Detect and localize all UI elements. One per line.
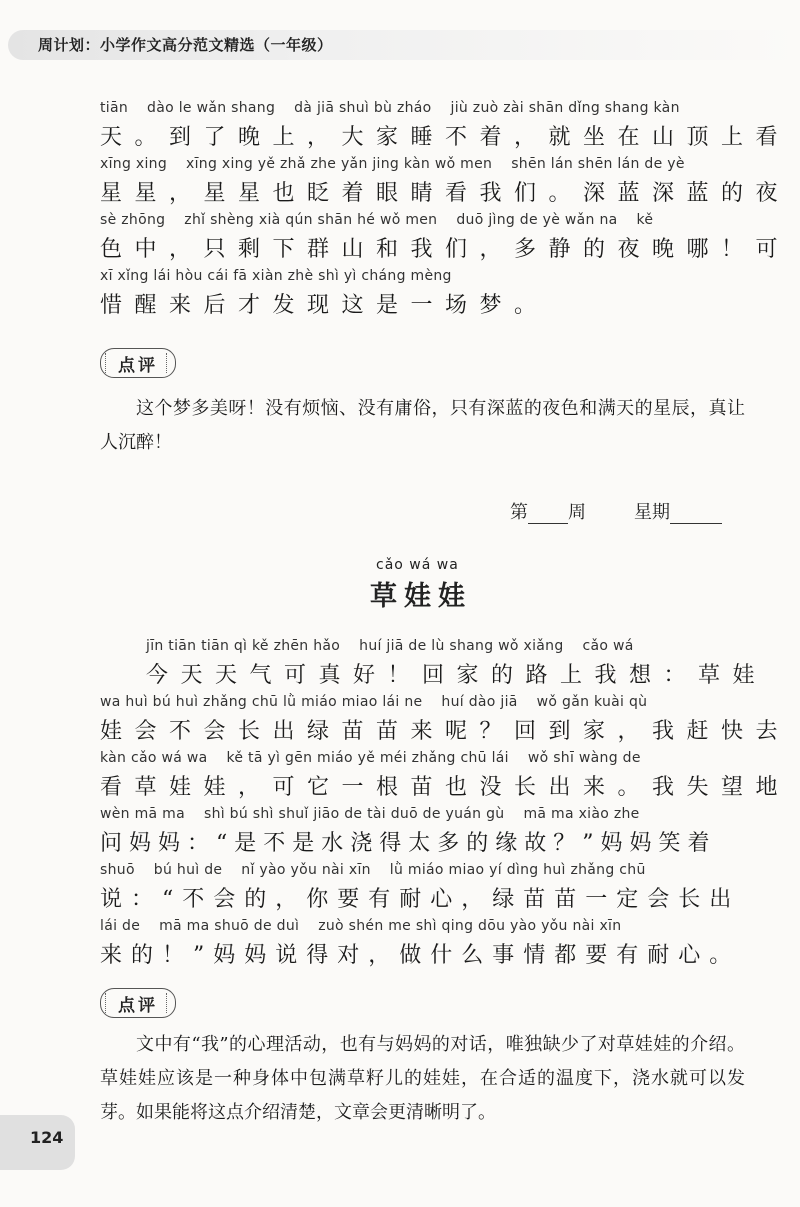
hanzi-line: 来的！”妈妈说得对，做什么事情都要有耐心。 [100, 943, 741, 968]
text-line [100, 100, 791, 156]
week-prefix: 第 [510, 502, 528, 523]
pinyin-line: lái de mā ma shuō de duì zuò shén me shì qing dōu yào yǒu nài xīn [100, 918, 622, 934]
week-blank [528, 503, 568, 524]
hanzi-line: 今天天气可真好！回家的路上我想：草娃 [146, 663, 768, 688]
hanzi-line: 天。到了晚上，大家睡不着，就坐在山顶上看 [100, 125, 791, 150]
pinyin-line: wèn mā ma shì bú shì shuǐ jiāo de tài duō de yuán gù mā ma xiào zhe [100, 806, 640, 822]
story-title: 草娃娃 [370, 581, 472, 612]
weekday-label: 星期 [634, 502, 670, 523]
comment-badge: 点评 [100, 348, 176, 378]
story-body [100, 638, 791, 974]
text-line [100, 918, 750, 974]
running-header: 周计划：小学作文高分范文精选（一年级） [38, 36, 333, 54]
comment-badge: 点评 [100, 988, 176, 1018]
text-line [100, 694, 791, 750]
hanzi-line: 星星，星星也眨着眼睛看我们。深蓝深蓝的夜 [100, 181, 791, 206]
text-line [100, 638, 768, 694]
text-line [100, 750, 791, 806]
pinyin-line: kàn cǎo wá wa kě tā yì gēn miáo yě méi zhǎng chū lái wǒ shī wàng de [100, 750, 641, 766]
comment-text: 这个梦多美呀！没有烦恼、没有庸俗，只有深蓝的夜色和满天的星辰，真让人沉醉！ [100, 398, 745, 453]
text-line [100, 268, 750, 324]
hanzi-line: 娃会不会长出绿苗苗来呢？回到家，我赶快去 [100, 719, 791, 744]
hanzi-line: 惜醒来后才发现这是一场梦。 [100, 293, 549, 318]
text-line [100, 862, 750, 918]
pinyin-line: tiān dào le wǎn shang dà jiā shuì bù zháo jiù zuò zài shān dǐng shang kàn [100, 100, 680, 116]
weekday-blank [670, 503, 722, 524]
hanzi-line: 色中，只剩下群山和我们，多静的夜晚哪！可 [100, 237, 791, 262]
hanzi-line: 看草娃娃，可它一根苗也没长出来。我失望地 [100, 775, 791, 800]
pinyin-line: wa huì bú huì zhǎng chū lǜ miáo miao lái ne huí dào jiā wǒ gǎn kuài qù [100, 694, 648, 710]
title-pinyin: cǎo wá wa [376, 557, 459, 573]
comment-text: 文中有“我”的心理活动，也有与妈妈的对话，唯独缺少了对草娃娃的介绍。草娃娃应该是一种身体中包满草籽儿的娃娃，在合适的温度下，浇水就可以发芽。如果能将这点介绍清楚，文章会更清晰明了。 [100, 1034, 745, 1123]
pinyin-line: xī xǐng lái hòu cái fā xiàn zhè shì yì cháng mèng [100, 268, 452, 284]
pinyin-line: jīn tiān tiān qì kě zhēn hǎo huí jiā de lù shang wǒ xiǎng cǎo wá [146, 638, 634, 654]
story-continuation [100, 100, 791, 324]
pinyin-line: xīng xing xīng xing yě zhǎ zhe yǎn jing kàn wǒ men shēn lán shēn lán de yè [100, 156, 685, 172]
hanzi-line: 问妈妈：“是不是水浇得太多的缘故？”妈妈笑着 [100, 831, 717, 856]
text-line [100, 212, 791, 268]
pinyin-line: sè zhōng zhǐ shèng xià qún shān hé wǒ men duō jìng de yè wǎn na kě [100, 212, 654, 228]
hanzi-line: 说：“不会的，你要有耐心，绿苗苗一定会长出 [100, 887, 741, 912]
text-line [100, 806, 750, 862]
text-line [100, 156, 791, 212]
page-number: 124 [30, 1128, 64, 1147]
week-day-line [510, 498, 722, 524]
pinyin-line: shuō bú huì de nǐ yào yǒu nài xīn lǜ miáo miao yí dìng huì zhǎng chū [100, 862, 646, 878]
week-unit: 周 [568, 502, 586, 523]
